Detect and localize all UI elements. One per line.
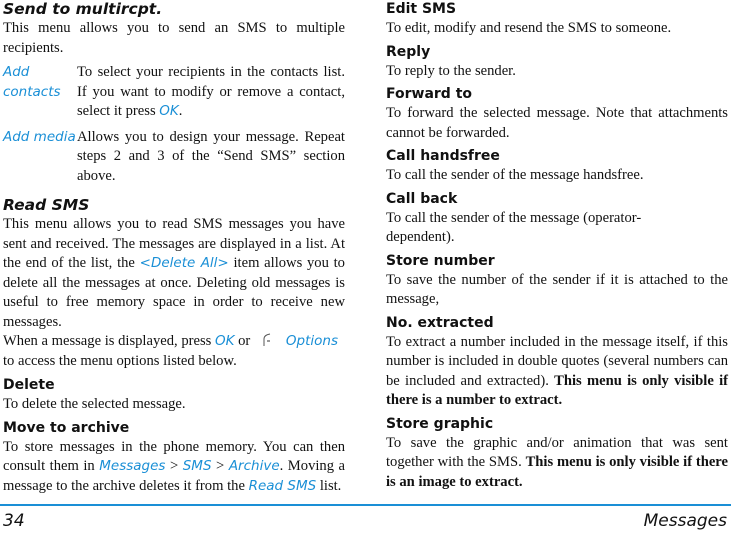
left-column bbox=[3, 0, 345, 496]
archive-desc bbox=[3, 438, 345, 497]
multircpt-desc: This menu allows you to send an SMS to multiple recipients. bbox=[3, 20, 345, 56]
read-sms-title: Read SMS bbox=[3, 196, 90, 214]
option-add-media bbox=[3, 128, 345, 187]
delete-all-keyword: <Delete All> bbox=[139, 255, 229, 271]
option-desc-end: . bbox=[178, 103, 183, 119]
messages-keyword: Messages bbox=[99, 458, 166, 474]
multircpt-title: Send to multircpt. bbox=[3, 0, 163, 18]
section-name: Messages bbox=[643, 511, 727, 531]
graphic-title: Store graphic bbox=[386, 415, 494, 432]
read-sms-keyword: Read SMS bbox=[248, 477, 317, 494]
para-text: or bbox=[234, 333, 254, 349]
para-text: to access the menu options listed below. bbox=[3, 352, 237, 369]
page-number: 34 bbox=[3, 511, 25, 531]
ok-keyword: OK bbox=[159, 103, 179, 119]
para-text: This menu allows you to read SMS messages you have sent and received. The messages are displayed in a list. At the end of the list, the bbox=[3, 216, 345, 271]
store-number-title: Store number bbox=[386, 252, 495, 269]
para-text: . Moving a message to the archive deletes it from the bbox=[3, 458, 346, 494]
option-desc bbox=[77, 63, 345, 122]
footer-rule bbox=[0, 504, 731, 506]
sms-keyword: SMS bbox=[182, 458, 212, 474]
separator: > bbox=[165, 458, 183, 474]
store-number-desc: To save the number of the sender if it is attached to the message, bbox=[386, 271, 728, 307]
delete-title: Delete bbox=[3, 377, 55, 393]
right-column bbox=[386, 0, 728, 492]
para-text: When a message is displayed, press bbox=[3, 333, 215, 349]
para-text: To save the graphic and/or animation that was sent together with the SMS. bbox=[386, 434, 728, 470]
delete-desc: To delete the selected message. bbox=[3, 396, 186, 412]
graphic-note: This menu is only visible if there is an image to extract. bbox=[386, 454, 728, 490]
forward-desc: To forward the selected message. Note that attachments cannot be forwarded. bbox=[386, 105, 728, 141]
para-text: To extract a number included in the message itself, if this number is included in double quotes (several numbers can be included and extracted). bbox=[386, 333, 728, 389]
handsfree-title: Call handsfree bbox=[386, 148, 500, 164]
option-desc-text: To select your recipients in the contacts list. If you want to modify or remove a contact, select it press bbox=[77, 64, 345, 119]
callback-title: Call back bbox=[386, 190, 458, 207]
read-sms-para-2 bbox=[3, 332, 345, 371]
extract-title: No. extracted bbox=[386, 314, 494, 331]
option-term: Add contacts bbox=[3, 64, 61, 100]
callback-desc: To call the sender of the message (operator-dependent). bbox=[386, 209, 642, 245]
softkey-icon bbox=[262, 333, 280, 347]
forward-title: Forward to bbox=[386, 86, 473, 102]
graphic-desc bbox=[386, 434, 728, 493]
extract-note: This menu is only visible if there is a number to extract. bbox=[386, 372, 728, 408]
option-desc: Allows you to design your message. Repeat steps 2 and 3 of the “Send SMS” section above. bbox=[77, 128, 345, 184]
para-text: To store messages in the phone memory. You can then consult them in bbox=[3, 438, 345, 474]
reply-title: Reply bbox=[386, 43, 431, 60]
archive-keyword: Archive bbox=[228, 458, 280, 474]
para-text: item allows you to delete all the messages at once. Deleting old messages is useful to free memory space in order to receive new messages. bbox=[3, 255, 345, 330]
archive-title: Move to archive bbox=[3, 419, 130, 436]
option-add-contacts bbox=[3, 63, 345, 122]
edit-desc: To edit, modify and resend the SMS to someone. bbox=[386, 20, 672, 36]
para-text: list. bbox=[316, 477, 342, 494]
option-term: Add media bbox=[3, 128, 76, 145]
read-sms-para-1 bbox=[3, 215, 345, 332]
ok-keyword: OK bbox=[214, 333, 235, 349]
options-keyword: Options bbox=[285, 333, 339, 349]
extract-desc bbox=[386, 333, 728, 411]
reply-desc: To reply to the sender. bbox=[386, 62, 516, 79]
edit-title: Edit SMS bbox=[386, 1, 457, 17]
separator: > bbox=[211, 458, 229, 474]
handsfree-desc: To call the sender of the message handsfree. bbox=[386, 167, 644, 183]
